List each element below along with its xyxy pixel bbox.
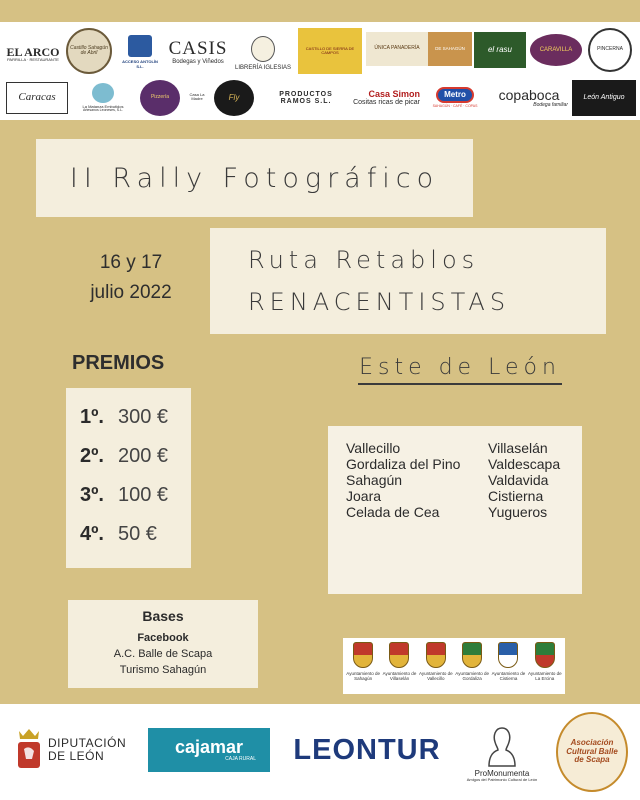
event-dates (72, 248, 190, 308)
copaboca-sub: Bodega familiar (533, 101, 568, 108)
fly-name: Fly (228, 92, 240, 102)
towns-column-right (488, 440, 598, 520)
metro-sub: SAHAGÚN · CAFÉ · COPAS (432, 104, 478, 109)
prize-amount: 100 € (118, 484, 169, 506)
area-title: Este de León (358, 355, 562, 385)
towns-card (328, 426, 582, 594)
leontur-name: LEONTUR (293, 733, 441, 766)
title-card (36, 139, 473, 217)
town-name: Joara (346, 488, 382, 504)
prize-row (80, 445, 191, 484)
route-line-2: RENACENTISTAS (248, 288, 511, 316)
dates-line-2: julio 2022 (90, 282, 172, 303)
pincerna-logo (588, 28, 632, 72)
sponsor-band-bottom (0, 704, 640, 800)
coat-of-arms-icon (462, 642, 482, 668)
copaboca-name: copaboca (498, 87, 560, 104)
prize-rank: 3º. (80, 484, 104, 506)
casis-name: CASIS (168, 37, 228, 59)
town-name: Cistierna (488, 488, 544, 504)
bases-association: A.C. Balle de Scapa (113, 648, 213, 660)
la-matanza-name: La Matanza Embutidos (82, 104, 124, 110)
el-arco-logo (4, 28, 62, 80)
dates-line-1: 16 y 17 (99, 252, 163, 273)
coat-of-arms-icon (353, 642, 373, 668)
coat-of-arms-icon (535, 642, 555, 668)
route-card (210, 228, 606, 334)
town-name: Vallecillo (346, 440, 401, 456)
caravilla-logo (530, 34, 582, 66)
prize-row (80, 406, 191, 445)
promonumenta-logo (456, 710, 548, 796)
castillo-name: Castillo Sahagún de Abril (70, 44, 108, 56)
libreria-name: LIBRERÍA IGLESIAS (234, 65, 292, 72)
crown-lion-shield-icon (16, 727, 42, 773)
pincerna-name: PINCERNA (597, 46, 623, 53)
ayuntamiento-gordaliza (454, 642, 490, 694)
el-rasu-name: el rasu (487, 44, 512, 54)
ayuntamiento-label: Ayuntamiento de Sahagún (346, 671, 380, 681)
prize-amount: 50 € (118, 523, 157, 545)
productos-ramos-logo (274, 80, 338, 116)
sahagun-bakery-logo (428, 32, 472, 66)
acceso-antolin-logo (118, 28, 162, 76)
prize-amount: 300 € (118, 406, 169, 428)
leon-antiguo-name: León Antiguo (583, 94, 625, 102)
caracas-logo (6, 82, 68, 114)
prize-amount: 200 € (118, 445, 169, 467)
ayuntamiento-label: Ayuntamiento de Vallecillo (418, 671, 453, 681)
casis-logo (166, 32, 230, 72)
acceso-antolin-name: ACCESO ANTOLÍN S.L. (122, 59, 158, 69)
casa-simon-name: Casa Simon (368, 88, 420, 99)
sahagun-bakery-name: DE SAHAGÚN (435, 45, 465, 51)
bases-card (68, 600, 258, 688)
prize-row (80, 484, 191, 523)
copaboca-logo (490, 82, 568, 114)
libreria-iglesias-logo (232, 28, 294, 80)
el-arco-sub: PARRILLA · RESTAURANTE (7, 57, 59, 63)
panaderia-name: ÚNICA PANADERÍA (374, 45, 420, 52)
bust-silhouette-icon (485, 724, 519, 770)
prizes-card (66, 388, 191, 568)
bases-tourism: Turismo Sahagún (119, 664, 207, 676)
town-name: Celada de Cea (346, 504, 440, 520)
bases-title: Bases (142, 608, 184, 624)
asociacion-cultural-name: Asociación Cultural Balle de Scapa (566, 738, 618, 765)
towns-column-left (346, 440, 488, 520)
casa-la-madre-name: Casa La Madre (189, 91, 205, 101)
prize-rank: 2º. (80, 445, 104, 467)
sponsor-band-top (0, 22, 640, 120)
ayuntamiento-villaselan (381, 642, 417, 694)
pizzeria-name: Pizzería (150, 94, 170, 101)
promonumenta-sub: Amigos del Patrimonio Cultural de León (466, 777, 538, 783)
casa-la-madre-logo (184, 84, 210, 110)
ayuntamiento-sahagun (345, 642, 381, 694)
castillo-sierra-name: CASTILLO DE SIERRA DE CAMPOS (305, 45, 355, 55)
town-name: Gordaliza del Pino (346, 456, 461, 472)
castillo-logo (66, 28, 112, 74)
casis-sub: Bodegas y Viñedos (172, 58, 224, 65)
cajamar-name: cajamar (174, 736, 244, 757)
caravilla-name: CARAVILLA (539, 46, 573, 53)
ayuntamiento-label: Ayuntamiento de Cistierna (491, 671, 526, 681)
route-line-1: Ruta Retablos (248, 246, 480, 274)
coat-of-arms-icon (426, 642, 446, 668)
la-matanza-logo (72, 78, 134, 118)
ayuntamiento-label: Ayuntamiento de Villaselán (382, 671, 417, 681)
town-name: Villaselán (488, 440, 548, 456)
asociacion-cultural-logo (556, 712, 628, 792)
panaderia-logo (366, 32, 428, 66)
bases-facebook: Facebook (137, 632, 189, 644)
prize-rank: 1º. (80, 406, 104, 428)
coat-of-arms-icon (389, 642, 409, 668)
leon-antiguo-logo (572, 80, 636, 116)
libreria-emblem (251, 36, 275, 62)
diputacion-leon-name: DIPUTACIÓN DE LEÓN (48, 736, 127, 763)
metro-name: Metro (436, 87, 474, 103)
ayuntamiento-la-ercina (527, 642, 563, 694)
prizes-title: PREMIOS (72, 352, 165, 374)
ayuntamiento-vallecillo (418, 642, 454, 694)
town-name: Yugueros (488, 504, 548, 520)
coat-of-arms-icon (498, 642, 518, 668)
productos-ramos-name: PRODUCTOS RAMOS S.L. (279, 90, 333, 105)
diputacion-leon-logo (16, 718, 140, 782)
metro-logo (426, 80, 484, 116)
cajamar-sub: CAJA RURAL (225, 755, 256, 762)
ayuntamiento-cistierna (490, 642, 526, 694)
pizzeria-logo (140, 80, 180, 116)
fly-logo (214, 80, 254, 116)
ayuntamiento-label: Ayuntamiento de La Ercina (527, 671, 562, 681)
leontur-logo (282, 728, 452, 772)
la-matanza-sub: Artesanos Leoneses, S.L. (82, 108, 124, 113)
ayuntamientos-card (343, 638, 565, 694)
town-name: Sahagún (346, 472, 403, 488)
casa-simon-sub: Cositas ricas de picar (353, 99, 420, 107)
ayuntamiento-label: Ayuntamiento de Gordaliza (455, 671, 489, 681)
el-arco-name: EL ARCO (6, 44, 60, 59)
cajamar-logo (148, 728, 270, 772)
castillo-sierra-logo (298, 28, 362, 74)
la-matanza-emblem (92, 83, 114, 103)
caracas-name: Caracas (18, 91, 56, 104)
casa-simon-logo (346, 78, 420, 118)
el-rasu-logo (474, 32, 526, 68)
prize-rank: 4º. (80, 523, 104, 545)
event-title: II Rally Fotográfico (69, 162, 440, 194)
acceso-antolin-emblem (128, 35, 152, 57)
prize-row (80, 523, 191, 562)
town-name: Valdescapa (488, 456, 561, 472)
promonumenta-name: ProMonumenta (474, 768, 530, 778)
town-name: Valdavida (488, 472, 549, 488)
